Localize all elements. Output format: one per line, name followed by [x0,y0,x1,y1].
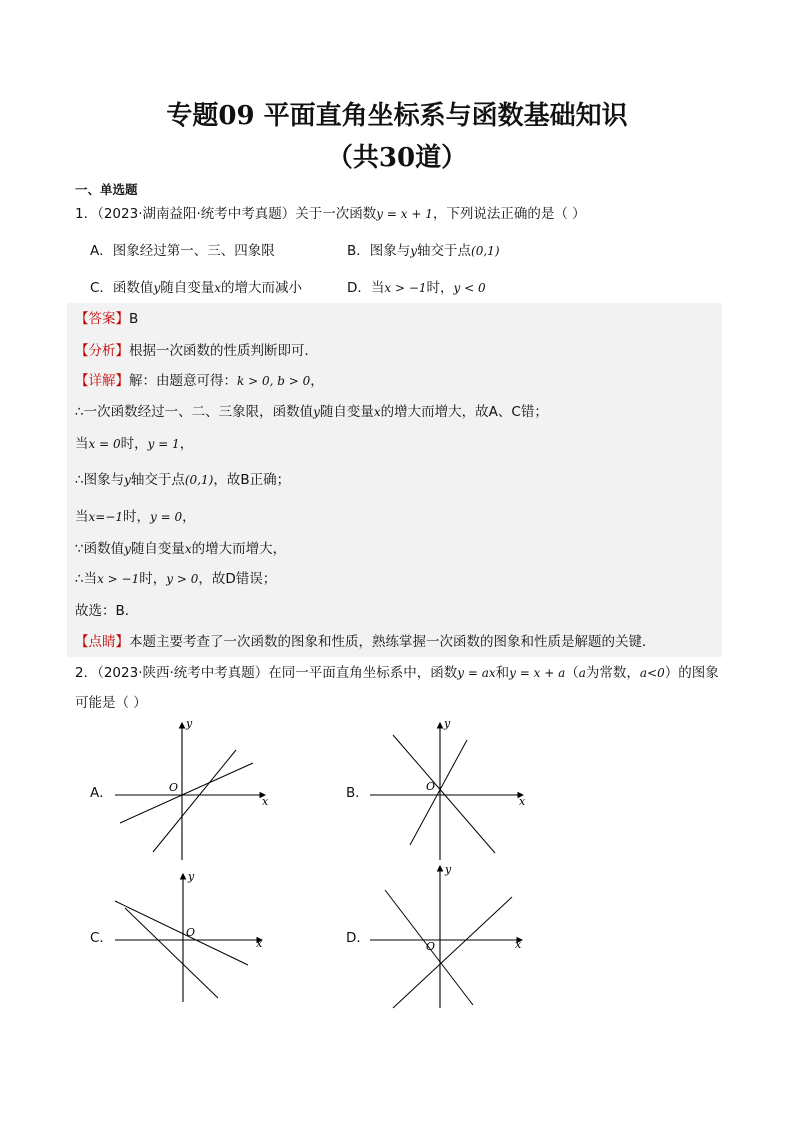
detail-step-5: ∵函数值y随自变量x的增大而增大， [75,541,287,557]
line-1 [120,763,253,823]
graph-c [110,868,280,1008]
q1-option-c: C．函数值y随自变量x的增大而减小 [90,280,302,296]
detail-step-3: ∴图象与y轴交于点(0,1)，故B正确； [75,472,291,488]
detail-step-7: 故选：B． [75,603,139,619]
note-line: 【点睛】本题主要考查了一次函数的图象和性质，熟练掌握一次函数的图象和性质是解题的关键． [75,634,656,650]
line-2 [410,740,467,845]
question-1-stem: 1．（2023·湖南益阳·统考中考真题）关于一次函数y = x + 1，下列说法正确的是（ ） [75,206,586,222]
page-subtitle: （共30道） [326,143,468,173]
origin-label: O [169,781,179,794]
graph-label-a: A． [90,785,113,801]
origin-label: O [426,940,436,953]
section-heading: 一、单选题 [75,182,138,197]
y-label: y [444,717,451,730]
x-label: x [256,937,263,950]
x-label: x [515,938,522,951]
q1-option-a: A．图象经过第一、三、四象限 [90,243,275,259]
line-1 [385,890,473,1005]
line-2 [393,897,512,1008]
graph-label-b: B． [346,785,369,801]
x-label: x [262,795,269,808]
y-label: y [188,870,195,883]
q1-option-d: D．当x > −1时，y < 0 [347,280,486,296]
line-2 [153,750,236,852]
line-1 [393,735,495,853]
y-label: y [186,717,193,730]
detail-step-4: 当x=−1时，y = 0， [75,509,196,525]
detail-step-2: 当x = 0时，y = 1， [75,436,194,452]
x-label: x [519,795,526,808]
graph-d [365,860,535,1010]
line-1 [115,901,248,965]
origin-label: O [186,926,196,939]
answer-line: 【答案】B [75,311,139,327]
detail-step-6: ∴当x > −1时，y > 0，故D错误； [75,571,277,587]
y-label: y [445,863,452,876]
graph-b [365,715,535,865]
graph-label-c: C． [90,930,113,946]
question-2-stem-line2: 可能是（ ） [75,695,147,711]
analysis-line: 【分析】根据一次函数的性质判断即可． [75,343,318,359]
page-title: 专题09 平面直角坐标系与函数基础知识 [166,101,628,131]
graph-a [110,715,280,865]
origin-label: O [426,780,436,793]
line-2 [125,908,218,998]
q1-option-b: B．图象与y轴交于点(0,1) [347,243,500,259]
detail-step-1: ∴一次函数经过一、二、三象限，函数值y随自变量x的增大而增大，故A、C错； [75,404,548,420]
graph-label-d: D． [346,930,370,946]
detail-line: 【详解】解：由题意可得：k > 0, b > 0， [75,373,324,389]
question-2-stem: 2．（2023·陕西·统考中考真题）在同一平面直角坐标系中，函数y = ax和y = x + a（a为常数，a<0）的图象 [75,665,719,681]
